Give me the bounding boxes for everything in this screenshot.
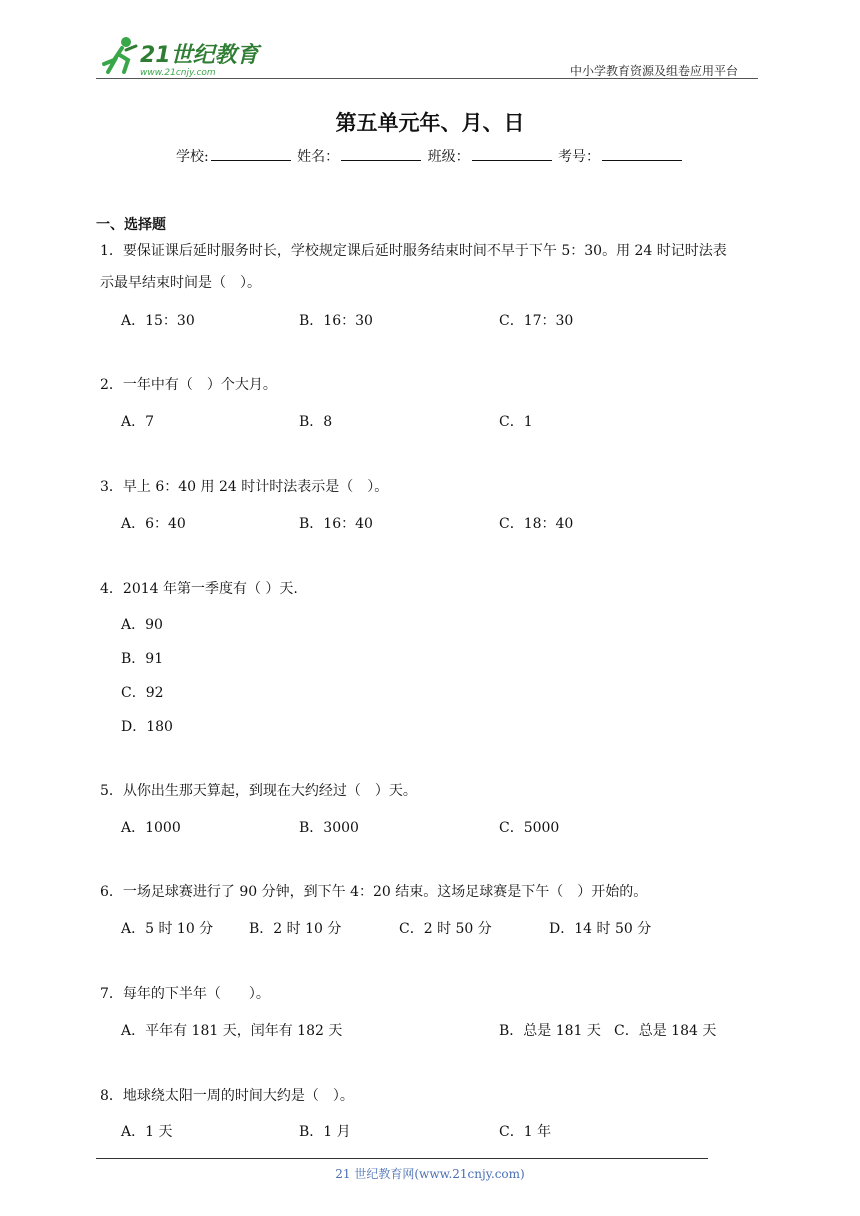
name-blank	[341, 146, 421, 161]
section-heading: 一、选择题	[96, 217, 166, 233]
logo-text: 21世纪教育	[140, 43, 259, 68]
question-6-option-c: C．2 时 50 分	[399, 921, 492, 937]
question-3-option-a: A．6：40	[121, 516, 186, 532]
question-2-option-c: C．1	[499, 414, 533, 430]
question-6-option-a: A．5 时 10 分	[121, 921, 214, 937]
question-3: 3．早上 6：40 用 24 时计时法表示是（ ）。	[100, 479, 389, 495]
question-3-option-c: C．18：40	[499, 516, 574, 532]
school-blank	[211, 146, 291, 161]
header-divider	[96, 78, 758, 79]
question-5-option-a: A．1000	[121, 820, 181, 836]
question-7-option-b: B．总是 181 天	[499, 1023, 601, 1039]
site-logo	[96, 32, 266, 80]
footer-divider	[96, 1158, 708, 1159]
logo-url: www.21cnjy.com	[140, 68, 216, 78]
footer-link[interactable]: 21 世纪教育网(www.21cnjy.com)	[335, 1167, 525, 1181]
question-6: 6．一场足球赛进行了 90 分钟，到下午 4：20 结束。这场足球赛是下午（ ）开始的。	[100, 884, 648, 900]
question-3-option-b: B．16：40	[299, 516, 373, 532]
question-1-option-c: C．17：30	[499, 313, 574, 329]
question-2-option-b: B．8	[299, 414, 333, 430]
class-blank	[472, 146, 552, 161]
question-8-option-b: B．1 月	[299, 1124, 351, 1140]
exam-no-blank	[602, 146, 682, 161]
question-8-option-c: C．1 年	[499, 1124, 552, 1140]
question-1-line-2: 示最早结束时间是（ ）。	[100, 275, 261, 291]
student-info-row	[0, 146, 860, 166]
runner-icon	[104, 37, 136, 72]
question-2: 2．一年中有（ ）个大月。	[100, 377, 277, 393]
question-4-option-a: A．90	[121, 617, 163, 633]
question-1-option-b: B．16：30	[299, 313, 373, 329]
question-6-option-d: D．14 时 50 分	[549, 921, 652, 937]
header-slogan: 中小学教育资源及组卷应用平台	[570, 64, 739, 78]
question-7-option-a: A．平年有 181 天，闰年有 182 天	[121, 1023, 343, 1039]
class-label: 班级：	[427, 149, 470, 165]
question-4-option-d: D．180	[121, 719, 173, 735]
question-4: 4．2014 年第一季度有（ ）天.	[100, 581, 298, 597]
school-label: 学校:	[175, 149, 209, 165]
name-label: 姓名：	[297, 149, 340, 165]
question-5-option-c: C．5000	[499, 820, 560, 836]
question-6-option-b: B．2 时 10 分	[249, 921, 342, 937]
question-4-option-c: C．92	[121, 685, 164, 701]
exam-no-label: 考号：	[558, 149, 601, 165]
question-5-option-b: B．3000	[299, 820, 359, 836]
question-2-option-a: A．7	[121, 414, 155, 430]
page-title: 第五单元年、月、日	[335, 111, 525, 135]
question-5: 5．从你出生那天算起，到现在大约经过（ ）天。	[100, 783, 417, 799]
question-8-option-a: A．1 天	[121, 1124, 173, 1140]
question-4-option-b: B．91	[121, 651, 164, 667]
question-1-option-a: A．15：30	[121, 313, 195, 329]
question-1-line-1: 1．要保证课后延时服务时长，学校规定课后延时服务结束时间不早于下午 5：30。用 24 时记时法表	[100, 243, 727, 259]
question-8: 8．地球绕太阳一周的时间大约是（ ）。	[100, 1088, 354, 1104]
question-7-option-c: C．总是 184 天	[614, 1023, 717, 1039]
question-7: 7．每年的下半年（ ）。	[100, 986, 270, 1002]
